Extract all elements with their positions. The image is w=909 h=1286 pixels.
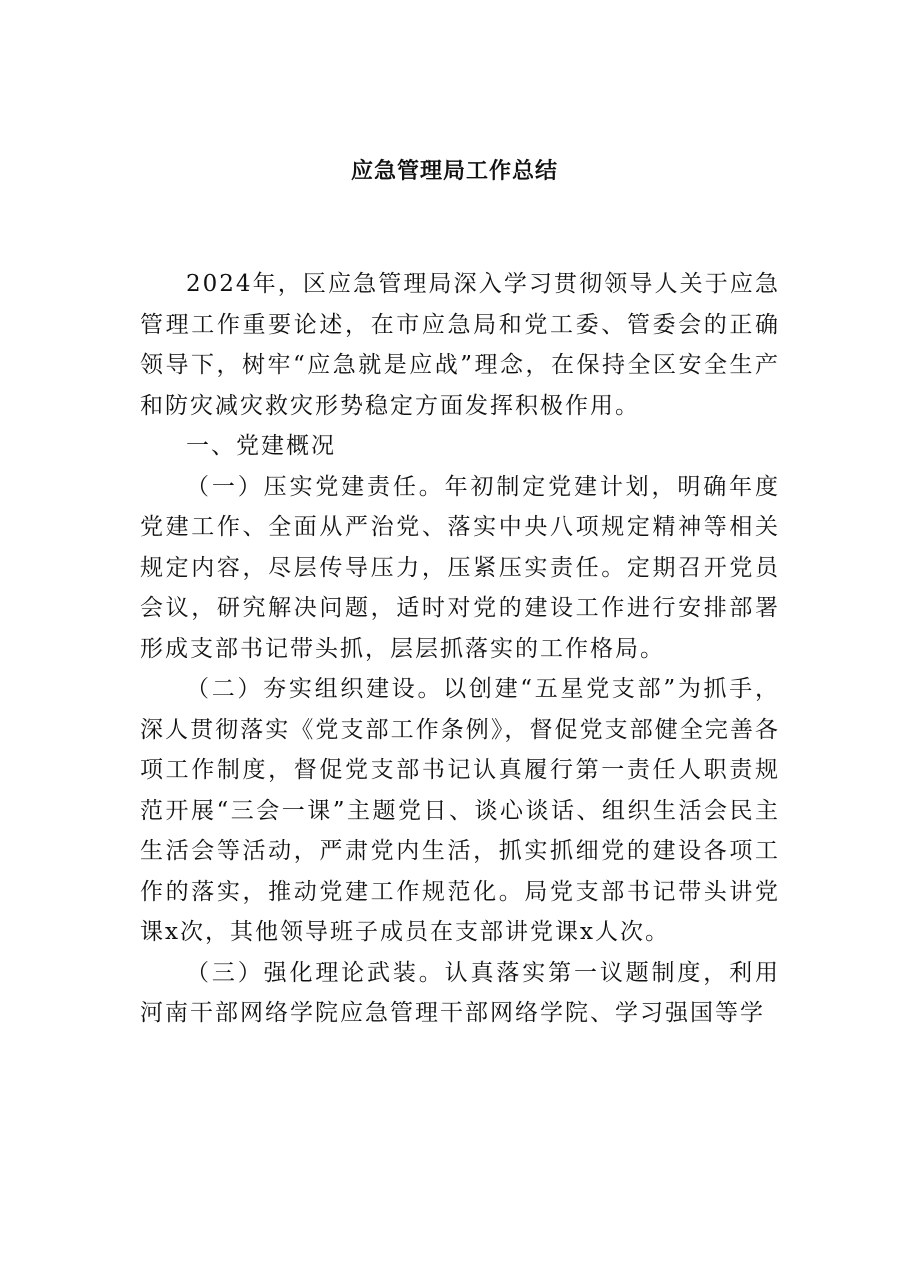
paragraph-organization-building: （二）夯实组织建设。以创建“五星党支部”为抓手，深人贯彻落实《党支部工作条例》，督促党支部健全完善各项工作制度，督促党支部书记认真履行第一责任人职责规范开展“三会一课”主题党日、谈心谈话、组织生活会民主生活会等活动，严肃党内生活，抓实抓细党的建设各项工作的落实，推动党建工作规范化。局党支部书记带头讲党课x次，其他领导班子成员在支部讲党课x人次。 [140,676,780,945]
paragraph-theory-study: （三）强化理论武装。认真落实第一议题制度，利用河南干部网络学院应急管理干部网络学院、学习强国等学 [140,959,780,1026]
document-title: 应急管理局工作总结 [350,159,558,184]
document-body [140,264,780,1034]
section-heading: 一、党建概况 [186,433,336,459]
paragraph-party-responsibility: （一）压实党建责任。年初制定党建计划，明确年度党建工作、全面从严治党、落实中央八项规定精神等相关规定内容，尽层传导压力，压紧压实责任。定期召开党员会议，研究解决问题，适时对党的建设工作进行安排部署形成支部书记带头抓，层层抓落实的工作格局。 [140,473,780,662]
intro-paragraph: 2024年，区应急管理局深入学习贯彻领导人关于应急管理工作重要论述，在市应急局和党工委、管委会的正确领导下，树牢“应急就是应战”理念，在保持全区安全生产和防灾减灾救灾形势稳定方面发挥积极作用。 [140,271,780,419]
